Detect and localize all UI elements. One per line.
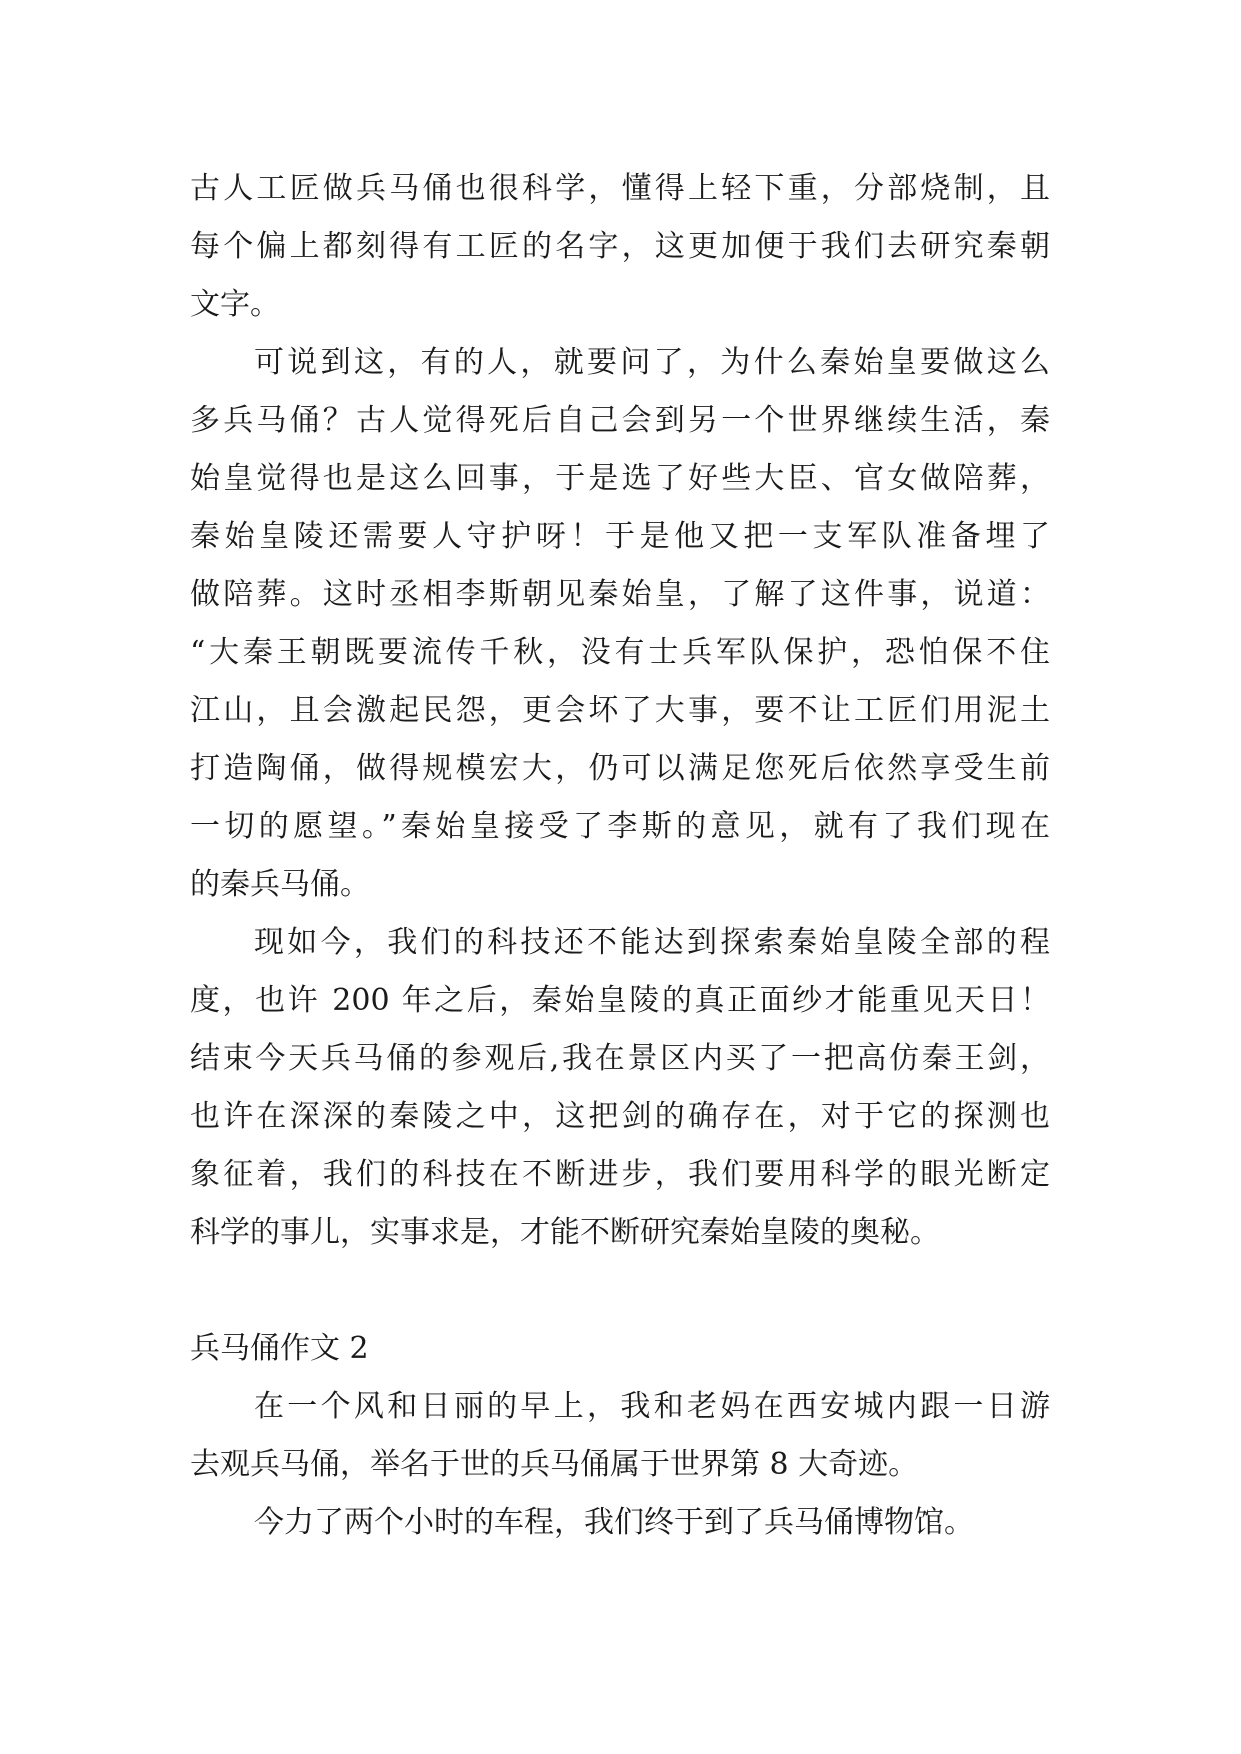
section-gap xyxy=(190,1262,1050,1320)
text-line: “大秦王朝既要流传千秋，没有士兵军队保护，恐怕保不住 xyxy=(190,635,1050,670)
text-line: 打造陶俑，做得规模宏大，仍可以满足您死后依然享受生前 xyxy=(190,751,1050,786)
paragraph-3 xyxy=(190,914,1050,1262)
text-line: 的秦兵马俑。 xyxy=(190,867,370,902)
section-heading: 兵马俑作文 2 xyxy=(190,1331,369,1366)
text-line: 每个偏上都刻得有工匠的名字，这更加便于我们去研究秦朝 xyxy=(190,229,1050,264)
text-line: 在一个风和日丽的早上，我和老妈在西安城内跟一日游 xyxy=(254,1389,1050,1424)
text-line: 今力了两个小时的车程，我们终于到了兵马俑博物馆。 xyxy=(254,1505,974,1540)
document-page xyxy=(190,160,1050,1552)
text-line: 去观兵马俑，举名于世的兵马俑属于世界第 8 大奇迹。 xyxy=(190,1447,919,1482)
text-line: 古人工匠做兵马俑也很科学，懂得上轻下重，分部烧制，且 xyxy=(190,171,1050,206)
text-line: 一切的愿望。”秦始皇接受了李斯的意见，就有了我们现在 xyxy=(190,809,1050,844)
text-line: 始皇觉得也是这么回事，于是选了好些大臣、官女做陪葬， xyxy=(190,461,1050,496)
text-line: 现如今，我们的科技还不能达到探索秦始皇陵全部的程 xyxy=(254,925,1050,960)
text-line: 江山，且会激起民怨，更会坏了大事，要不让工匠们用泥土 xyxy=(190,693,1050,728)
text-line: 也许在深深的秦陵之中，这把剑的确存在，对于它的探测也 xyxy=(190,1099,1050,1134)
text-line: 度，也许 200 年之后，秦始皇陵的真正面纱才能重见天日！ xyxy=(190,983,1050,1018)
text-line: 结束今天兵马俑的参观后,我在景区内买了一把高仿秦王剑， xyxy=(190,1041,1050,1076)
text-line: 可说到这，有的人，就要问了，为什么秦始皇要做这么 xyxy=(254,345,1050,380)
text-line: 做陪葬。这时丞相李斯朝见秦始皇，了解了这件事，说道： xyxy=(190,577,1050,612)
text-line: 象征着，我们的科技在不断进步，我们要用科学的眼光断定 xyxy=(190,1157,1050,1192)
paragraph-2 xyxy=(190,334,1050,914)
text-line: 多兵马俑？古人觉得死后自己会到另一个世界继续生活，秦 xyxy=(190,403,1050,438)
paragraph-1 xyxy=(190,160,1050,334)
text-line: 科学的事儿，实事求是，才能不断研究秦始皇陵的奥秘。 xyxy=(190,1215,940,1250)
paragraph-4 xyxy=(190,1378,1050,1494)
text-line: 秦始皇陵还需要人守护呀！于是他又把一支军队准备埋了 xyxy=(190,519,1050,554)
text-line: 文字。 xyxy=(190,287,280,322)
paragraph-5 xyxy=(190,1494,1050,1552)
